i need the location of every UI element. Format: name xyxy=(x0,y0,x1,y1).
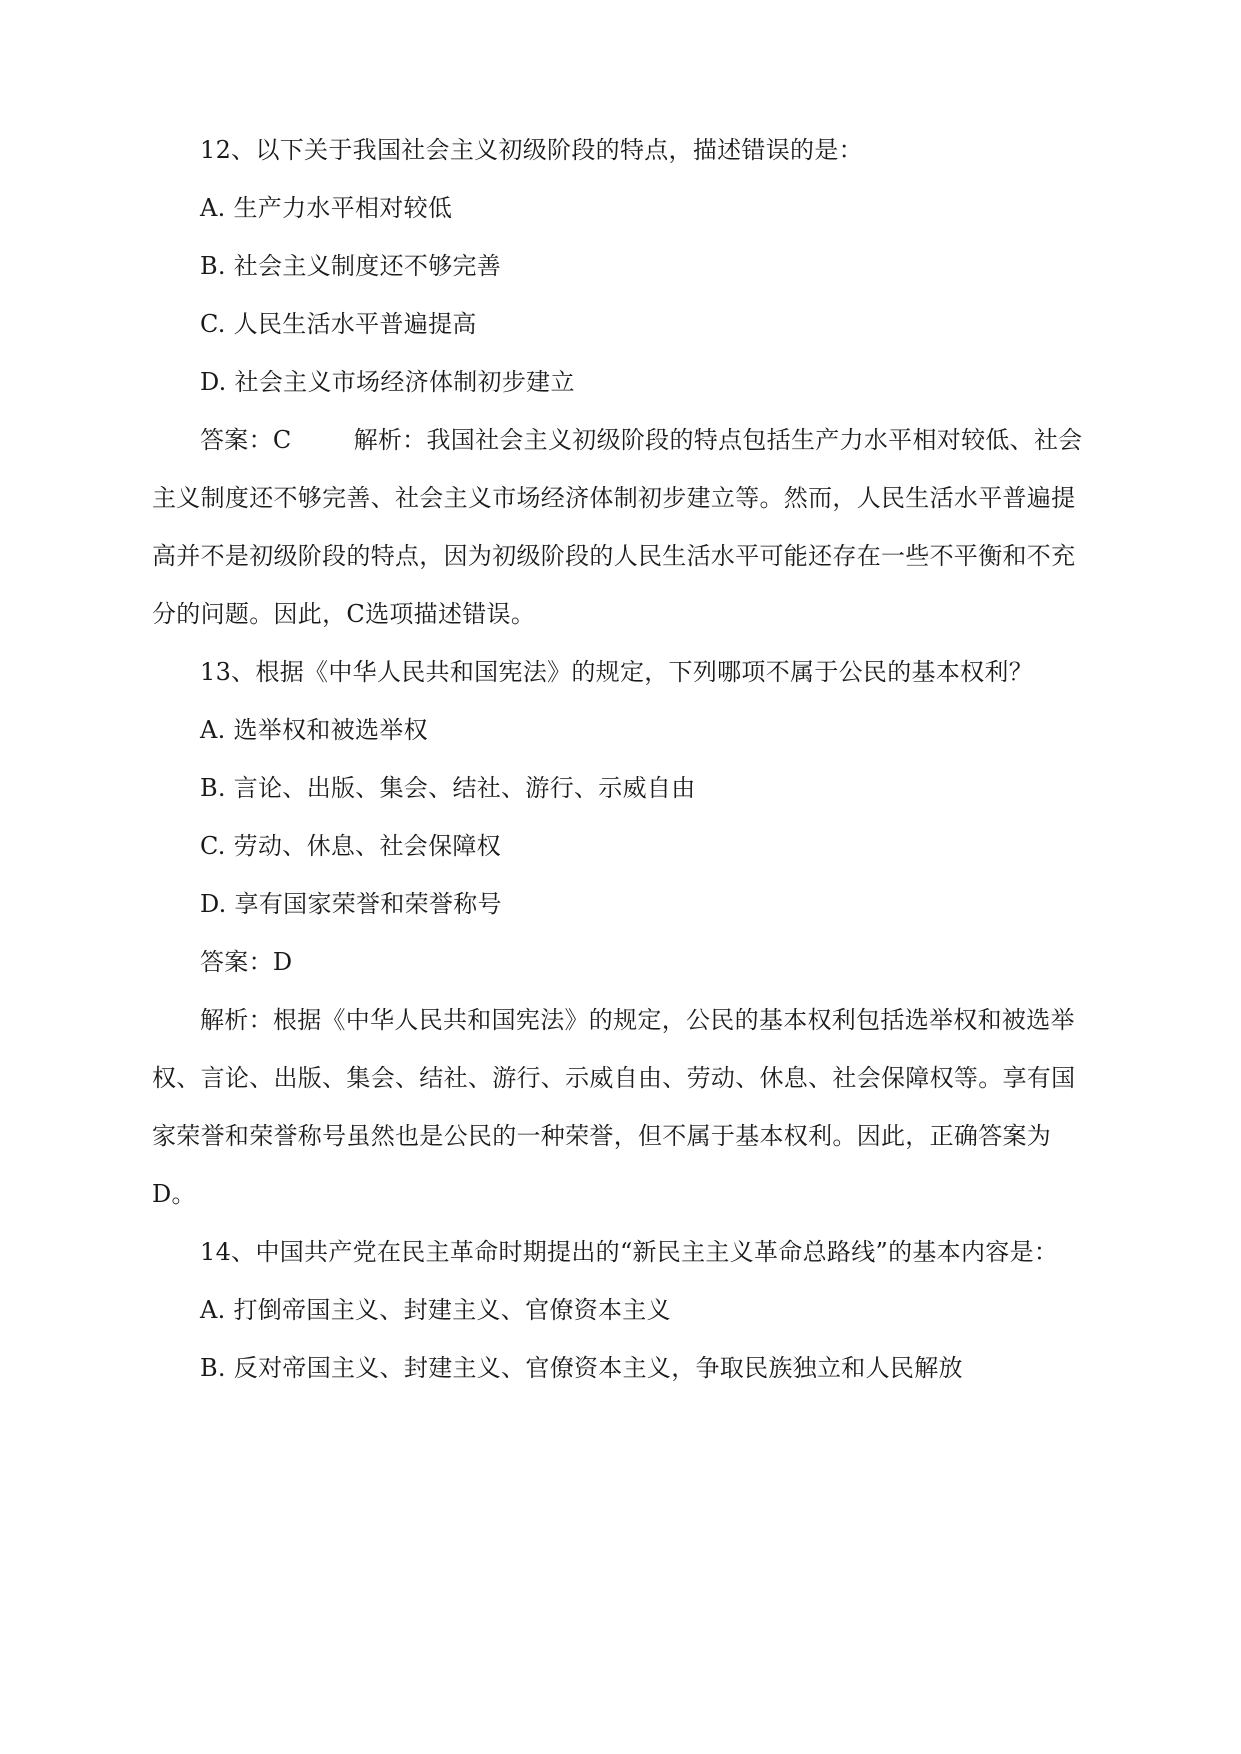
question-12-option-d: D. 社会主义市场经济体制初步建立 xyxy=(200,368,575,396)
question-12-option-b: B. 社会主义制度还不够完善 xyxy=(200,252,502,280)
question-13-stem: 13、根据《中华人民共和国宪法》的规定，下列哪项不属于公民的基本权利？ xyxy=(200,658,1034,686)
question-12-analysis-line-4: 分的问题。因此，C选项描述错误。 xyxy=(152,600,536,628)
question-12-answer-line xyxy=(200,424,1138,456)
question-14-option-a: A. 打倒帝国主义、封建主义、官僚资本主义 xyxy=(200,1296,671,1324)
question-13-option-a: A. 选举权和被选举权 xyxy=(200,716,428,744)
question-13-analysis-line-4: D。 xyxy=(152,1180,196,1208)
question-12-answer: 答案：C xyxy=(200,426,292,454)
question-12-option-a: A. 生产力水平相对较低 xyxy=(200,194,453,222)
question-13-option-c: C. 劳动、休息、社会保障权 xyxy=(200,832,501,860)
question-12-analysis-line-2: 主义制度还不够完善、社会主义市场经济体制初步建立等。然而，人民生活水平普遍提 xyxy=(152,484,1076,512)
question-12-analysis-line-3: 高并不是初级阶段的特点，因为初级阶段的人民生活水平可能还存在一些不平衡和不充 xyxy=(152,542,1076,570)
question-13-analysis-line-3: 家荣誉和荣誉称号虽然也是公民的一种荣誉，但不属于基本权利。因此，正确答案为 xyxy=(152,1122,1052,1150)
question-13-option-d: D. 享有国家荣誉和荣誉称号 xyxy=(200,890,502,918)
question-14-option-b: B. 反对帝国主义、封建主义、官僚资本主义，争取民族独立和人民解放 xyxy=(200,1354,963,1382)
question-13-analysis-line-1: 解析：根据《中华人民共和国宪法》的规定，公民的基本权利包括选举权和被选举 xyxy=(200,1006,1075,1034)
question-13-answer: 答案：D xyxy=(200,948,293,976)
question-12-option-c: C. 人民生活水平普遍提高 xyxy=(200,310,477,338)
question-12-stem: 12、以下关于我国社会主义初级阶段的特点，描述错误的是： xyxy=(200,136,863,164)
question-14-stem: 14、中国共产党在民主革命时期提出的“新民主主义革命总路线”的基本内容是： xyxy=(200,1238,1059,1266)
question-13-analysis-line-2: 权、言论、出版、集会、结社、游行、示威自由、劳动、休息、社会保障权等。享有国 xyxy=(152,1064,1076,1092)
question-12-analysis-line-1: 解析：我国社会主义初级阶段的特点包括生产力水平相对较低、社会 xyxy=(353,426,1083,454)
question-13-option-b: B. 言论、出版、集会、结社、游行、示威自由 xyxy=(200,774,696,802)
